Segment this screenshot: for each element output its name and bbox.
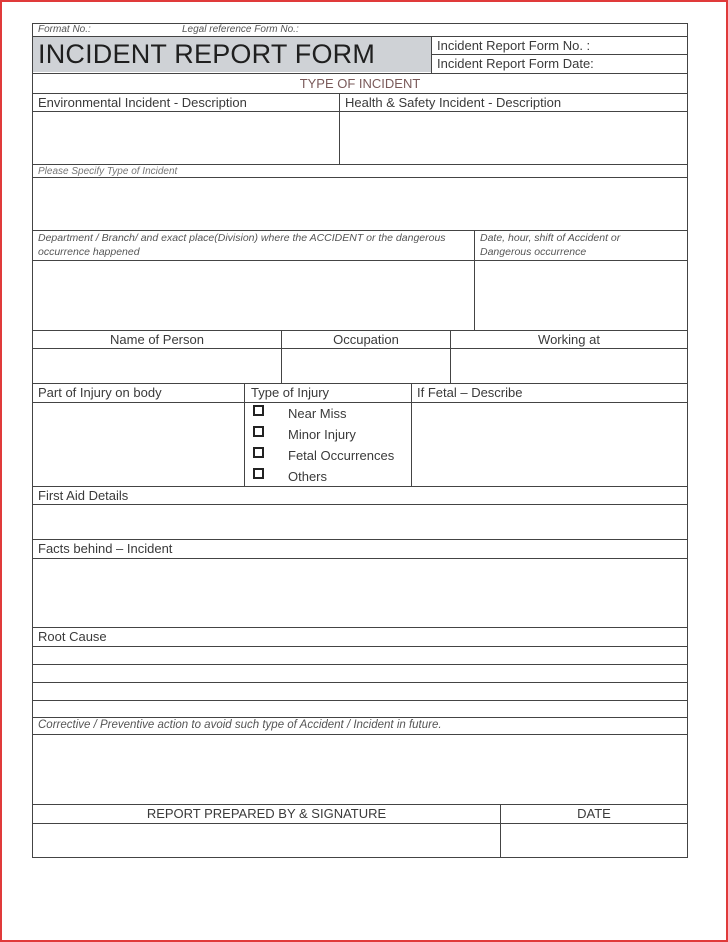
if-fetal-header: If Fetal – Describe — [417, 385, 523, 400]
part-of-injury-field[interactable] — [33, 403, 244, 486]
grid-line — [32, 627, 688, 628]
signature-field[interactable] — [33, 824, 500, 857]
grid-line — [32, 682, 688, 683]
grid-line — [32, 486, 688, 487]
prepared-by-header: REPORT PREPARED BY & SIGNATURE — [146, 806, 387, 821]
grid-line — [687, 23, 688, 858]
type-of-injury-header: Type of Injury — [251, 385, 330, 400]
environmental-description-field[interactable] — [33, 112, 339, 164]
grid-line — [32, 717, 688, 718]
others-label: Others — [288, 469, 328, 484]
working-at-field[interactable] — [451, 349, 687, 383]
grid-line — [281, 330, 282, 383]
grid-line — [32, 93, 688, 94]
facts-behind-label: Facts behind – Incident — [38, 541, 173, 556]
near-miss-checkbox[interactable] — [253, 405, 264, 416]
grid-line — [32, 558, 688, 559]
facts-behind-field[interactable] — [33, 559, 687, 627]
occupation-header: Occupation — [333, 332, 399, 347]
grid-line — [32, 330, 688, 331]
format-no-label: Format No.: — [38, 24, 91, 35]
report-no-label: Incident Report Form No. : — [437, 38, 591, 53]
grid-line — [32, 734, 688, 735]
grid-line — [32, 23, 688, 24]
department-label-line2: occurrence happened — [38, 246, 140, 258]
fetal-describe-field[interactable] — [412, 403, 687, 486]
date-field[interactable] — [501, 824, 687, 857]
grid-line — [32, 804, 688, 805]
grid-line — [411, 383, 412, 486]
occupation-field[interactable] — [282, 349, 450, 383]
grid-line — [32, 857, 688, 858]
date-hour-label-line2: Dangerous occurrence — [480, 246, 587, 258]
type-of-incident-heading: TYPE OF INCIDENT — [299, 76, 421, 91]
others-checkbox[interactable] — [253, 468, 264, 479]
environmental-incident-label: Environmental Incident - Description — [38, 95, 247, 110]
specify-type-field[interactable] — [33, 178, 687, 230]
date-header: DATE — [577, 806, 611, 821]
grid-line — [244, 383, 245, 486]
first-aid-label: First Aid Details — [38, 488, 129, 503]
health-safety-incident-label: Health & Safety Incident - Description — [345, 95, 562, 110]
minor-injury-label: Minor Injury — [288, 427, 356, 442]
report-date-field[interactable] — [604, 56, 686, 72]
grid-line — [32, 177, 688, 178]
report-no-field[interactable] — [600, 38, 686, 54]
grid-line — [474, 230, 475, 330]
corrective-action-label: Corrective / Preventive action to avoid such type of Accident / Incident in future. — [38, 719, 442, 731]
corrective-action-field[interactable] — [33, 735, 687, 803]
grid-line — [32, 646, 688, 647]
grid-line — [32, 348, 688, 349]
grid-line — [500, 804, 501, 857]
grid-line — [32, 36, 688, 37]
grid-line — [32, 260, 688, 261]
grid-line — [431, 54, 688, 55]
health-safety-description-field[interactable] — [340, 112, 687, 164]
part-of-injury-header: Part of Injury on body — [38, 385, 162, 400]
grid-line — [450, 330, 451, 383]
grid-line — [339, 93, 340, 164]
grid-line — [32, 402, 688, 403]
fetal-occurrences-checkbox[interactable] — [253, 447, 264, 458]
name-of-person-header: Name of Person — [110, 332, 204, 347]
date-hour-label-line1: Date, hour, shift of Accident or — [480, 232, 621, 244]
grid-line — [431, 36, 432, 73]
form-title: INCIDENT REPORT FORM — [38, 39, 376, 69]
grid-line — [32, 700, 688, 701]
grid-line — [32, 73, 688, 74]
report-date-label: Incident Report Form Date: — [437, 56, 594, 71]
grid-line — [32, 664, 688, 665]
fetal-occurrences-label: Fetal Occurrences — [288, 448, 395, 463]
first-aid-field[interactable] — [33, 505, 687, 539]
root-cause-label: Root Cause — [38, 629, 107, 644]
grid-line — [32, 823, 688, 824]
grid-line — [32, 111, 688, 112]
department-label-line1: Department / Branch/ and exact place(Division) where the ACCIDENT or the dangerous — [38, 232, 446, 244]
minor-injury-checkbox[interactable] — [253, 426, 264, 437]
name-of-person-field[interactable] — [33, 349, 281, 383]
legal-reference-label: Legal reference Form No.: — [182, 24, 299, 35]
near-miss-label: Near Miss — [288, 406, 347, 421]
grid-line — [32, 164, 688, 165]
grid-line — [32, 504, 688, 505]
grid-line — [32, 383, 688, 384]
department-field[interactable] — [33, 261, 473, 330]
date-hour-shift-field[interactable] — [475, 261, 687, 330]
grid-line — [32, 230, 688, 231]
grid-line — [32, 539, 688, 540]
working-at-header: Working at — [538, 332, 600, 347]
specify-type-label: Please Specify Type of Incident — [38, 166, 178, 177]
grid-line — [32, 23, 33, 858]
